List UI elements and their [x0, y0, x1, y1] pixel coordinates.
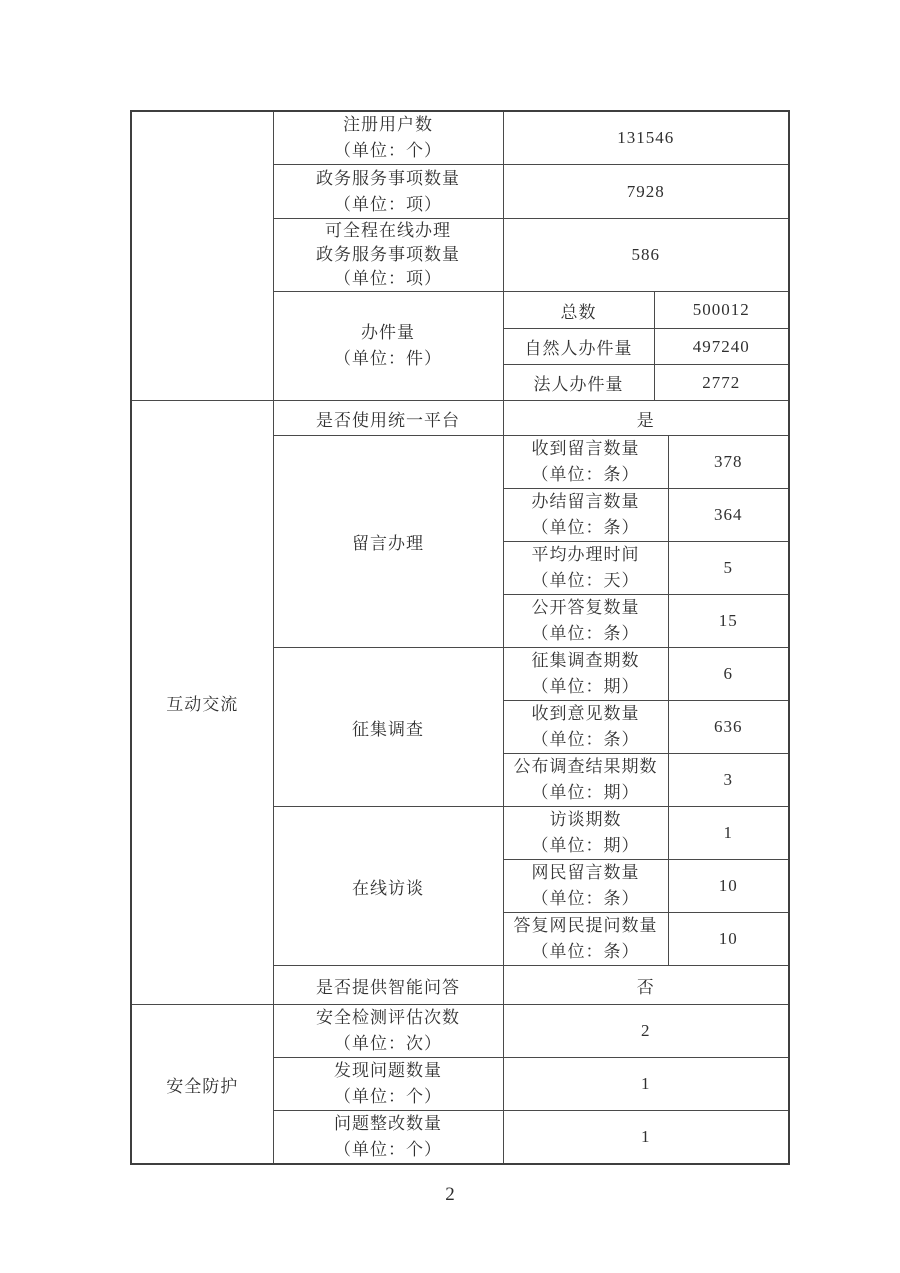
value-cell-netizen-messages: 10: [668, 860, 789, 913]
metric-label: 公布调查结果期数: [513, 757, 658, 776]
row-registered-users: [131, 111, 789, 165]
value-cell-total: 500012: [654, 292, 789, 329]
metric-label: 注册用户数: [343, 115, 433, 134]
label-cell-full-online-items: [273, 219, 503, 292]
metric-unit: （单位：条）: [531, 624, 640, 643]
metric-label: 网民留言数量: [531, 863, 640, 882]
metric-label: 平均办理时间: [531, 545, 640, 564]
label-cell-problems-fixed: [273, 1111, 503, 1165]
value-cell-messages-completed: 364: [668, 489, 789, 542]
value-cell-problems-fixed: 1: [503, 1111, 789, 1165]
metric-unit: （单位：件）: [334, 349, 442, 368]
metric-unit: （单位：期）: [531, 783, 640, 802]
metric-label: 办结留言数量: [531, 492, 640, 511]
metric-label-line2: 政务服务事项数量: [316, 245, 460, 264]
sublabel-cell-total: 总数: [503, 292, 654, 329]
metric-unit: （单位：条）: [531, 889, 640, 908]
row-unified-platform: [131, 401, 789, 436]
label-cell-registered-users: [273, 111, 503, 165]
metric-unit: （单位：条）: [531, 465, 640, 484]
value-cell-results-published: 3: [668, 754, 789, 807]
metric-unit: （单位：期）: [531, 677, 640, 696]
sublabel-cell-messages-completed: [503, 489, 668, 542]
value-cell-legal-person: 2772: [654, 365, 789, 401]
label-cell-interview: 在线访谈: [273, 807, 503, 966]
metric-label: 收到意见数量: [531, 704, 640, 723]
group-cell-security: 安全防护: [131, 1005, 273, 1165]
sublabel-cell-replies-to-netizens: [503, 913, 668, 966]
metric-unit: （单位：条）: [531, 942, 640, 961]
value-cell-interview-periods: 1: [668, 807, 789, 860]
value-cell-survey-periods: 6: [668, 648, 789, 701]
metric-unit: （单位：天）: [531, 571, 640, 590]
metric-label: 政务服务事项数量: [316, 168, 460, 188]
value-cell-opinions-received: 636: [668, 701, 789, 754]
value-cell-replies-to-netizens: 10: [668, 913, 789, 966]
group-cell-interaction: 互动交流: [131, 401, 273, 1005]
sublabel-cell-results-published: [503, 754, 668, 807]
label-cell-service-items: [273, 165, 503, 219]
sublabel-cell-survey-periods: [503, 648, 668, 701]
value-cell-service-items: 7928: [503, 165, 789, 219]
label-cell-problems-found: [273, 1058, 503, 1111]
value-cell-registered-users: 131546: [503, 111, 789, 165]
metric-label: 访谈期数: [549, 810, 622, 829]
sublabel-cell-messages-received: [503, 436, 668, 489]
value-cell-security-assessments: 2: [503, 1005, 789, 1058]
metric-label: 问题整改数量: [334, 1114, 442, 1133]
group-cell-blank: [131, 111, 273, 401]
value-cell-average-handling-time: 5: [668, 542, 789, 595]
label-cell-case-volume: [273, 292, 503, 401]
metric-unit: （单位：条）: [531, 518, 640, 537]
sublabel-cell-interview-periods: [503, 807, 668, 860]
value-cell-full-online-items: 586: [503, 219, 789, 292]
metric-unit: （单位：项）: [334, 194, 442, 214]
metric-label: 征集调查期数: [531, 651, 640, 670]
metric-unit: （单位：次）: [334, 1034, 442, 1053]
sublabel-cell-natural-person: 自然人办件量: [503, 329, 654, 365]
value-cell-public-replies: 15: [668, 595, 789, 648]
sublabel-cell-netizen-messages: [503, 860, 668, 913]
label-cell-unified-platform: 是否使用统一平台: [273, 401, 503, 436]
metric-label-line1: 可全程在线办理: [325, 221, 451, 240]
label-cell-message-handling: 留言办理: [273, 436, 503, 648]
value-cell-smart-qa: 否: [503, 966, 789, 1005]
value-cell-natural-person: 497240: [654, 329, 789, 365]
metric-label: 收到留言数量: [531, 439, 640, 458]
government-service-statistics-table: [130, 110, 790, 1165]
label-cell-survey: 征集调查: [273, 648, 503, 807]
row-security-assessments: [131, 1005, 789, 1058]
metric-label: 办件量: [361, 323, 415, 342]
sublabel-cell-legal-person: 法人办件量: [503, 365, 654, 401]
sublabel-cell-average-handling-time: [503, 542, 668, 595]
metric-label: 公开答复数量: [531, 598, 640, 617]
metric-label: 发现问题数量: [334, 1061, 442, 1080]
page-number: 2: [445, 1184, 455, 1205]
sublabel-cell-opinions-received: [503, 701, 668, 754]
label-cell-security-assessments: [273, 1005, 503, 1058]
metric-unit: （单位：个）: [334, 1087, 442, 1106]
metric-unit: （单位：项）: [334, 269, 442, 288]
metric-unit: （单位：个）: [334, 141, 442, 160]
metric-unit: （单位：个）: [334, 1140, 442, 1159]
value-cell-problems-found: 1: [503, 1058, 789, 1111]
metric-label: 安全检测评估次数: [316, 1008, 460, 1027]
sublabel-cell-public-replies: [503, 595, 668, 648]
metric-unit: （单位：条）: [531, 730, 640, 749]
metric-label: 答复网民提问数量: [513, 916, 658, 935]
value-cell-messages-received: 378: [668, 436, 789, 489]
value-cell-unified-platform: 是: [503, 401, 789, 436]
label-cell-smart-qa: 是否提供智能问答: [273, 966, 503, 1005]
metric-unit: （单位：期）: [531, 836, 640, 855]
